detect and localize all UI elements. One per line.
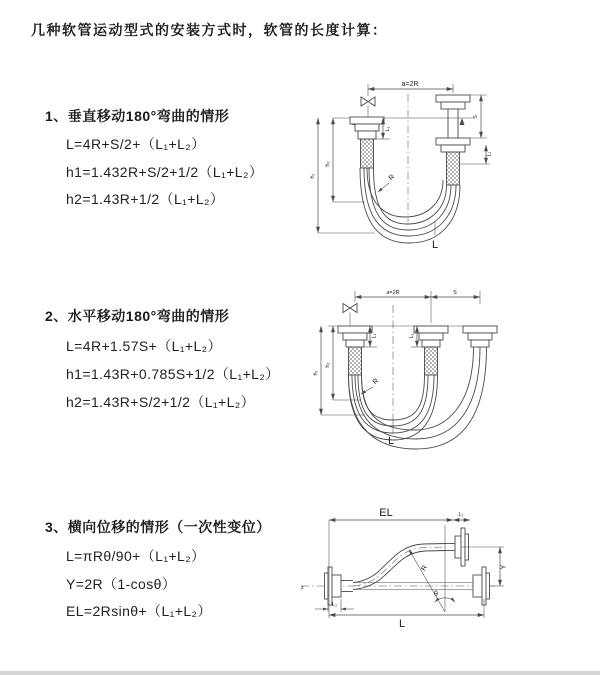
formula-line: EL=2Rsinθ+（L₁+L₂） [66, 603, 212, 619]
radius-line [409, 550, 445, 613]
span-label: a=2R [386, 290, 400, 296]
right-fitting [436, 95, 470, 185]
free-length-left-label: L₁ [332, 602, 337, 608]
hose-curves [360, 168, 460, 243]
free-length-left-label: L₁ [385, 126, 391, 132]
stroke-dimension [470, 95, 487, 138]
radius-label: R [387, 173, 397, 183]
free-length-left-dimension [315, 599, 354, 612]
section-1-heading: 1、垂直移动180°弯曲的情形 [45, 108, 230, 124]
free-length-top-label: L₁ [458, 512, 464, 518]
span-dimension [368, 81, 453, 96]
section-3-heading: 3、横向位移的情形（一次性变位） [45, 519, 271, 535]
break-mark: z [301, 585, 304, 591]
formula-line: h1=1.43R+0.785S+1/2（L₁+L₂） [66, 366, 280, 382]
radius-leader [361, 378, 380, 394]
diagram-vertical-180-bend [305, 76, 540, 258]
radius-leader [378, 174, 396, 192]
stroke-dimension [431, 290, 480, 297]
el-label: EL [379, 507, 393, 519]
valve-icon [343, 304, 357, 327]
valve-icon [361, 97, 375, 117]
formula-line: h2=1.43R+1/2（L₁+L₂） [66, 191, 225, 207]
page-title: 几种软管运动型式的安装方式时，软管的长度计算： [31, 22, 388, 38]
formula-line: h1=1.432R+S/2+1/2（L₁+L₂） [66, 164, 264, 180]
length-label: L [398, 618, 406, 630]
section-2-heading: 2、水平移动180°弯曲的情形 [45, 308, 230, 324]
h2-label: h₂ [325, 362, 331, 368]
hose-length-label: L [431, 239, 439, 251]
y-offset-label: Y [500, 564, 508, 570]
angle-label: θ [434, 591, 438, 598]
left-fitting [350, 117, 384, 168]
h1-label: h₁ [310, 173, 316, 179]
free-length-mid-label: L₁ [409, 333, 415, 339]
stroke-label: S [453, 290, 457, 296]
formula-line: L=4R+S/2+（L₁+L₂） [66, 136, 206, 152]
radius-label: R [371, 377, 381, 387]
diagram-horizontal-180-bend [303, 283, 553, 463]
right-flange-fitting [473, 567, 490, 605]
hose-length-label: L [387, 435, 395, 447]
free-length-right-label: L₁ [486, 151, 493, 157]
formula-line: L=πRθ/90+（L₁+L₂） [66, 548, 206, 564]
formula-line: h2=1.43R+S/2+1/2（L₁+L₂） [66, 394, 256, 410]
h1-label: h₁ [313, 370, 319, 376]
left-fitting [338, 326, 372, 375]
span-label: a=2R [401, 81, 419, 88]
h2-label: h₂ [325, 161, 331, 167]
displaced-fitting [463, 326, 497, 347]
stroke-label: S [473, 115, 479, 119]
page-bottom-edge [0, 671, 600, 675]
length-dimension [329, 599, 484, 630]
formula-line: Y=2R（1-cosθ） [66, 576, 177, 592]
hose-curves [349, 347, 487, 449]
free-length-top-dimension [453, 512, 470, 520]
diagram-lateral-displacement [298, 503, 583, 653]
span-dimension [355, 290, 480, 323]
middle-fitting [414, 326, 448, 375]
radius-label: R [420, 564, 429, 573]
el-dimension [329, 507, 453, 618]
formula-line: L=4R+1.57S+（L₁+L₂） [66, 338, 222, 354]
free-length-left-label: L₁ [371, 333, 378, 339]
